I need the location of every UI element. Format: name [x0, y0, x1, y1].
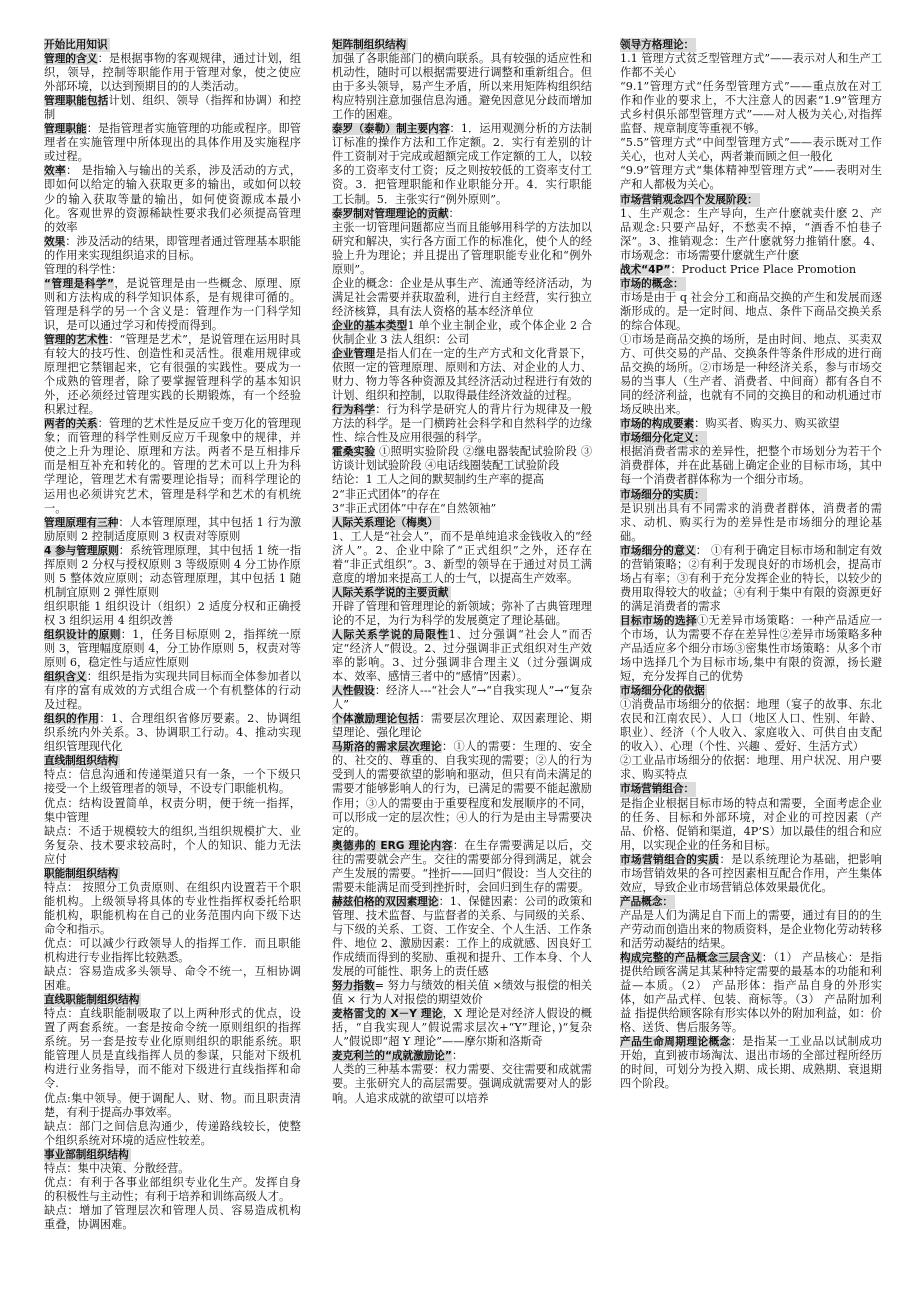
- term-label: 努力指数: [332, 980, 375, 993]
- term-label: 行为科学: [332, 404, 376, 417]
- paragraph: [44, 164, 301, 234]
- paragraph: [44, 235, 301, 263]
- term-label: 管理的含义: [44, 53, 98, 66]
- paragraph: [44, 1007, 301, 1091]
- paragraph-text: 1、生产观念：生产导向，生产什麽就卖什麽 2、产品观念:只要产品好，不愁卖不掉，“酒香不怕巷子深”。3、推销观念：生产什麽就努力推销什麽。4、市场观念：市场需要什麽就生产什麽: [620, 206, 882, 262]
- paragraph-text: 企业的概念：企业是从事生产、流通等经济活动，为满足社会需要并获取盈利，进行自主经营，实行独立经济核算，具有法人资格的基本经济单位: [332, 276, 592, 318]
- section-heading-text: 开始比用知识: [44, 39, 108, 51]
- section-heading: [44, 867, 301, 881]
- term-label: 人性假设: [332, 685, 375, 698]
- term-label: 奥德弗的 ERG 理论内容: [332, 839, 453, 852]
- paragraph: [44, 881, 301, 937]
- paragraph: [620, 853, 882, 895]
- column-middle: [332, 38, 592, 1106]
- paragraph: [620, 797, 882, 853]
- paragraph: [332, 1063, 592, 1105]
- paragraph-text: ：1、保健因素：公司的政策和管理、技术监督、与监督者的关系、与同级的关系、与下级的关系、工资、工作安全、个人生活、工作条件、地位 2、激励因素：工作上的成就感、因良好工作成绩而得到的奖励、重视和提升、工作本身、个人发展的可能性、职务上的责任感: [332, 894, 592, 979]
- paragraph: [332, 52, 592, 122]
- paragraph-text: ：①人的需要：生理的、安全的、社交的、尊重的、自我实现的需要；②人的行为受到人的需要欲望的影响和驱动，但只有尚未满足的需要才能够影响人的行为，已满足的需要不能起激励作用；③人的需要由于重要程度和发展顺序的不同，可以形成一定的层次性；④人的行为是由主导需要决定的。: [332, 740, 592, 838]
- paragraph-text: ：1，任务目标原则 2，指挥统一原则 3，管理幅度原则 4，分工协作原则 5，权责对等原则 6，稳定性与适应性原则: [44, 627, 302, 670]
- paragraph: [620, 333, 882, 417]
- column-right: [620, 38, 882, 1092]
- term-label: 组织的作用: [44, 713, 100, 726]
- paragraph-text: ：是根据事物的客观规律，通过计划，组织，领导，控制等职能作用于管理对象，使之使应外部环境，以达到预期目的的人类活动。: [44, 52, 301, 94]
- paragraph-text: ：是指某一工业品以试制成功开始，直到被市场淘汰、退出市场的全部过程所经历的时间，可划分为投入期、成长期、成熟期、衰退期四个阶段。: [620, 1035, 882, 1091]
- paragraph-text: 缺点：不适于规模较大的组织,当组织规模扩大、业务复杂、技术要求较高时，个人的知识、能力无法应付: [44, 824, 301, 866]
- paragraph: [332, 1049, 592, 1063]
- paragraph: [332, 502, 592, 516]
- paragraph: [620, 52, 882, 80]
- term-label: 企业的基本类型: [332, 319, 408, 332]
- paragraph: [620, 544, 882, 614]
- term-label: 泰罗制对管理理论的贡献: [332, 207, 449, 220]
- term-label: 两者的关系: [44, 418, 98, 431]
- term-label: 市场细分的意义: [620, 544, 696, 557]
- section-heading: [44, 993, 301, 1007]
- paragraph-text: 1、工人是“社会人”，而不是单纯追求金钱收入的“经济人”。2、企业中除了“正式组织”之外，还存在着“非正式组织”。3、新型的领导在于通过对员工满意度的增加来提高工人的士气，以提高生产效率。: [332, 529, 592, 585]
- paragraph: [332, 403, 592, 445]
- paragraph: [620, 754, 882, 782]
- paragraph-text: ：: [448, 206, 460, 220]
- term-label: 泰罗（泰勒）制主要内容: [332, 123, 450, 136]
- paragraph: [332, 839, 592, 895]
- paragraph-text: 缺点：部门之间信息沟通少，传递路线较长，使整个组织系统对环境的适应性较差。: [44, 1119, 301, 1147]
- paragraph-text: ，是说管理是由一些概念、原理、原则和方法构成的科学知识体系，是有规律可循的。管理是科学的另一个含义是：管理作为一门科学知识，是可以通过学习和传授而得到。: [44, 276, 301, 332]
- section-heading: [332, 516, 592, 530]
- paragraph-text: 特点：直线职能制吸取了以上两种形式的优点，设置了两套系统。一套是按命令统一原则组织的指挥系统。另一套是按专业化原则组织的职能系统。职能管理人员是直线指挥人员的参谋，只能对下级机构进行业务指导，而不能对下级进行直线指挥和命令.: [44, 1007, 301, 1091]
- section-heading: [332, 586, 592, 600]
- paragraph-text: ：Product Price Place Promotion: [670, 262, 857, 276]
- term-label: 战术“4P”: [620, 263, 671, 276]
- paragraph: [44, 628, 301, 670]
- paragraph-text: ： ①有利于确定目标市场和制定有效的营销策略；②有利于发现良好的市场机会，提高市场占有率；③有利于充分发挥企业的特长，以较少的费用取得较大的收益；④有利于集中有限的资源更好的满足消费者的需求: [620, 543, 882, 613]
- paragraph: [44, 333, 301, 417]
- paragraph-text: ：组织是指为实现共同目标而全体参加者以有序的富有成效的方式组合成一个有机整体的行动及过程。: [44, 670, 301, 712]
- paragraph-text: ，X 理论是对经济人假设的概括，“自我实现人”假说需求层次+“Y”理论，)“复杂人”假说即“超 Y 理论”——摩尔斯和洛斯奇: [332, 1007, 592, 1049]
- paragraph: [620, 263, 882, 277]
- paragraph-text: 缺点：容易造成多头领导、命令不统一，互相协调困难。: [44, 965, 301, 993]
- paragraph: [620, 417, 882, 431]
- paragraph: [332, 684, 592, 712]
- paragraph-text: 特点：集中决策、分散经营。: [44, 1161, 190, 1175]
- paragraph-text: 缺点：增加了管理层次和管理人员、容易造成机构重叠，协调困难。: [44, 1203, 301, 1231]
- term-label: 个体激励理论包括: [332, 713, 420, 726]
- section-heading-text: 市场细分的实质：: [620, 488, 705, 501]
- paragraph-text: ①消费品市场细分的依据：地理（宴子的故事、东北农民和江南农民）、人口（地区人口、性别、年龄、职业）、经济（个人收入、家庭收入、可供自由支配的收入）、心理（个性、兴趣 、爱好、生活方式）: [620, 698, 882, 754]
- paragraph-text: ：人本管理原理，其中包括 1 行为激励原则 2 控制适度原则 3 权责对等原则: [44, 515, 302, 543]
- term-label: 赫兹伯格的双因素理论: [332, 895, 439, 908]
- section-heading: [620, 895, 882, 909]
- term-label: 组织含义: [44, 671, 87, 684]
- paragraph-text: ：管理的艺术性是反应千变万化的管理现象；而管理的科学性则反应万千现象中的规律，并使之上升为理论、原理和方法。两者不是互相排斥而是相互补充和转化的。管理的艺术可以上升为科学理论，管理艺术有需要理论指导；而科学理论的运用也必须讲究艺术，管理是科学和艺术的有机统一。: [44, 417, 301, 515]
- paragraph-text: ：1．运用观测分析的方法制订标准的操作方法和工作定额。2．实行有差别的计件工资制对于完成或超额完成工作定额的工人，以较多的工资率支付工资；反之则按较低的工资率支付工资。3．把管理职能和作业职能分开。4．实行职能工长制。5．主张实行“例外原则”。: [332, 122, 593, 206]
- paragraph-text: ：是以系统理论为基础，把影响市场营销效果的各可控因素相互配合作用，产生集体效应，导致企业市场营销总体效果最优化。: [620, 852, 882, 894]
- term-label: 产品生命周期理论概念: [620, 1036, 731, 1049]
- paragraph: [332, 445, 592, 473]
- paragraph-text: 组织职能 1 组织设计（组织）2 适度分权和正确授权 3 组织运用 4 组织改善: [44, 599, 301, 627]
- section-heading: [620, 38, 882, 52]
- term-label: 市场的构成要素: [620, 418, 695, 431]
- paragraph-text: 1、过分强调“社会人”而否定“经济人”假设。2、过分强调非正式组织对生产效率的影响。3、过分强调非合理主义（过分强调成本、效率、感情三者中的“感情”因素）。: [332, 627, 593, 684]
- paragraph-text: ①无差异市场策略：一种产品适应一个市场，认为需要不存在差异性②差异市场策略多种产品适应多个细分市场③密集性市场策略：从多个市场中选择几个为目标市场,集中有限的资源，扬长避短，充分发挥自己的优势: [620, 613, 882, 684]
- paragraph-text: ：（1） 产品核心：是指提供给顾客满足其某种特定需要的最基本的功能和利益—本质。（2） 产品形体：指产品自身的外形实体，如产品式样、包装、商标等。（3） 产品附加利益 指提供给顾客除有形实体以外的附加利益，如：价格、送货、售后服务等。: [620, 951, 882, 1035]
- paragraph: [332, 1007, 592, 1049]
- section-heading: [620, 277, 882, 291]
- term-label: 构成完整的产品概念三层含义: [620, 952, 762, 965]
- paragraph: [620, 951, 882, 1035]
- paragraph: [44, 1092, 301, 1120]
- paragraph: [332, 488, 592, 502]
- paragraph-text: ：“管理是艺术”，是说管理在运用时具有较大的技巧性、创造性和灵活性。很难用规律或原理把它禁锢起来，它有很强的实践性。要成为一个成熟的管理者，除了要掌握管理科学的基本知识外，还必须经过管理实践的长期锻炼，有一个经验积累过程。: [44, 332, 301, 417]
- section-heading: [332, 38, 592, 52]
- paragraph: [620, 502, 882, 544]
- section-heading-text: 市场营销组合：: [620, 783, 695, 796]
- paragraph-text: ：在生存需要满足以后，交往的需要就会产生。交往的需要部分得到满足，就会产生发展的需要。“挫折——回归”假设：当人交往的需要未能满足而受到挫折时，会回归到生存的需要。: [332, 838, 592, 894]
- term-label: 4 参与管理原则: [44, 544, 119, 557]
- term-label: 霍桑实验: [332, 446, 376, 459]
- paragraph-text: ：1、合理组织省修厉要素。2、协调组织系统内外关系。3、协调职工行动。4、推动实现组织管理现代化: [44, 712, 301, 754]
- term-label: 组织设计的原则: [44, 628, 121, 641]
- paragraph: [620, 136, 882, 164]
- term-label: 人际关系学说的局限性: [332, 628, 449, 641]
- paragraph: [44, 52, 301, 94]
- paragraph-text: ：: [451, 1049, 464, 1063]
- section-heading-text: 产品概念：: [620, 895, 673, 908]
- paragraph: [332, 319, 592, 347]
- term-label: 企业管理: [332, 348, 376, 361]
- paragraph: [332, 122, 592, 206]
- paragraph: [332, 740, 592, 838]
- paragraph-text: 1 单个业主制企业，或个体企业 2 合伙制企业 3 法人组织：公司: [332, 318, 592, 346]
- paragraph: [332, 473, 592, 487]
- paragraph-text: 1.1 管理方式贫乏型管理方式”——表示对人和生产工作都不关心: [620, 52, 883, 80]
- paragraph: [332, 600, 592, 628]
- paragraph-text: 是指人们在一定的生产方式和文化背景下，依照一定的管理原理、原则和方法、对企业的人力、财力、物力等各种资源及其经济活动过程进行有效的计划、组织和控制，以取得最佳经济效益的过程。: [332, 347, 592, 403]
- term-label: 马斯洛的需求层次理论: [332, 741, 442, 754]
- paragraph: [620, 207, 882, 263]
- paragraph: [44, 544, 301, 600]
- paragraph-text: 开辟了管理和管理理论的新领域；弥补了古典管理理论的不足，为行为科学的发展奠定了理论基础。: [332, 599, 592, 627]
- paragraph: [44, 937, 301, 965]
- paragraph-text: 产品是人们为满足自下而上的需要，通过有目的的生产劳动而创造出来的物质资料，是企业物化劳动转移和活劳动凝结的结果。: [620, 908, 882, 950]
- paragraph-text: 优点：可以减少行政领导人的指挥工作．而且职能机构进行专业指挥比较熟悉。: [44, 937, 301, 965]
- paragraph-text: ：需要层次理论、双因素理论、期望理论、强化理论: [332, 712, 592, 740]
- term-label: 麦格雷戈的 X－Y 理论: [332, 1008, 443, 1021]
- paragraph-text: “5.5”管理方式“中间型管理方式”——表示既对工作关心，也对人关心，两者兼而顾之但一般化: [620, 136, 882, 164]
- paragraph-text: 管理的科学性：: [44, 262, 123, 276]
- section-heading: [620, 431, 882, 445]
- section-heading: [620, 488, 882, 502]
- paragraph-text: 特点：信息沟通和传递渠道只有一条，一个下级只接受一个上级管理者的领导，不设专门职能机构。: [44, 768, 301, 796]
- paragraph: [44, 516, 301, 544]
- paragraph-text: 特点： 按照分工负责原则、在组织内设置若干个职能机构。上级领导将具体的专业性指挥权委托给职能机构，职能机构在自己的业务范围内向下级下达命令和指示。: [44, 880, 301, 936]
- paragraph: [620, 80, 882, 136]
- section-heading-text: 市场的概念：: [620, 277, 684, 290]
- paragraph-text: “9.9”管理方式“集体精神型管理方式”——表明对生产和人都极为关心。: [620, 164, 882, 192]
- paragraph: [620, 445, 882, 487]
- section-heading: [620, 193, 882, 207]
- paragraph: [44, 1162, 301, 1176]
- paragraph-text: 根据消费者需求的差异性，把整个市场划分为若干个消费群体，并在此基础上确定企业的目标市场，其中每一个消费者群体称为一个细分市场。: [620, 445, 882, 487]
- term-label: 目标市场的选择: [620, 614, 697, 627]
- paragraph: [332, 530, 592, 586]
- section-heading-text: 领导方格理论：: [620, 39, 695, 51]
- paragraph: [620, 909, 882, 951]
- paragraph-text: “9.1”管理方式“任务型管理方式”——重点放在对工作和作业的要求上，不大注意人的因素“1.9”管理方式乡村俱乐部型管理方式”——对人极为关心,对指挥监督、规章制度等重视不够。: [620, 80, 882, 136]
- paragraph: [44, 670, 301, 712]
- section-heading-text: 矩阵制组织结构: [332, 39, 407, 51]
- section-heading-text: 职能制组织结构: [44, 867, 119, 880]
- paragraph: [44, 94, 301, 122]
- section-heading-text: 事业部制组织结构: [44, 1148, 129, 1161]
- section-heading: [620, 782, 882, 796]
- paragraph-text: ①照明实验阶段 ②继电器装配试验阶段 ③ 访谈计划试验阶段 ④电话线圈装配工试验阶段: [332, 445, 593, 473]
- paragraph-text: ①市场是商品交换的场所，是由时间、地点、买卖双方、可供交易的产品、交换条件等条件形成的进行商品交换的场所。②市场是一种经济关系，参与市场交易的当事人（生产者、消费者、中间商）都有各自不同的经济利益，也就有不同的交换目的和动机通过市场反映出来。: [620, 332, 882, 417]
- term-label: 效率: [44, 165, 66, 178]
- paragraph: [44, 277, 301, 333]
- paragraph: [44, 1176, 301, 1204]
- paragraph: [44, 1204, 301, 1232]
- paragraph-text: 人类的三种基本需要：权力需要、交往需要和成就需要。主张研究人的高层需要。强调成就需要对人的影响。人追求成就的欲望可以培养: [332, 1063, 592, 1105]
- section-heading: [44, 754, 301, 768]
- paragraph: [620, 164, 882, 192]
- section-heading: [44, 38, 301, 52]
- paragraph-text: 优点：结构设置简单，权责分明，便于统一指挥，集中管理: [44, 796, 301, 824]
- term-label: 管理职能: [44, 123, 87, 136]
- paragraph: [620, 1035, 882, 1091]
- paragraph: [44, 797, 301, 825]
- paragraph-text: 3“非正式团体”中存在“自然领袖”: [332, 501, 497, 515]
- term-label: 效果: [44, 235, 66, 248]
- paragraph-text: 结论：1 工人之间的默契制约生产率的提高: [332, 473, 545, 487]
- section-heading-text: 人际关系理论（梅奥）: [332, 516, 438, 529]
- paragraph: [620, 291, 882, 333]
- paragraph: [44, 417, 301, 515]
- paragraph-text: 是指企业根据目标市场的特点和需要，全面考虑企业的任务、目标和外部环境，对企业的可控因素（产品、价格、促销和渠道，4P’S）加以最佳的组合和应用，以实现企业的任务和目标。: [620, 796, 882, 852]
- section-heading-text: 市场营销观念四个发展阶段：: [620, 193, 758, 206]
- paragraph-text: 2“非正式团体”的存在: [332, 487, 441, 501]
- paragraph-text: ：经济人---“社会人”→“自我实现人”→“复杂人”: [332, 684, 593, 712]
- paragraph: [44, 712, 301, 754]
- paragraph-text: ：系统管理原理，其中包括 1 统一指挥原则 2 分权与授权原则 3 等级原则 4 分工协作原则 5 整体效应原则；动态管理原理，其中包括 1 随机制宜原则 2 弹性原则: [44, 543, 302, 599]
- paragraph-text: 主张一切管理问题都应当而且能够用科学的方法加以研究和解决，实行各方面工作的标准化，使个人的经验上升为理论；并且提出了管理职能专业化和“例外原则”。: [332, 220, 592, 276]
- paragraph: [44, 768, 301, 796]
- term-label: 市场营销组合的实质: [620, 853, 720, 866]
- paragraph: [332, 979, 592, 1007]
- term-label: 管理原理有三种: [44, 516, 119, 529]
- paragraph: [44, 825, 301, 867]
- paragraph-text: ②工业品市场细分的依据：地理、用户状况、用户要求、购买特点: [620, 754, 882, 782]
- paragraph-text: 计划、组织、领导（指挥和协调）和控制: [44, 94, 301, 122]
- paragraph: [332, 277, 592, 319]
- paragraph-text: 市场是由于 q 社会分工和商品交换的产生和发展而逐渐形成的。是一定时间、地点、条件下商品交换关系的综合体现。: [620, 290, 882, 332]
- column-left: [44, 38, 301, 1232]
- paragraph: [44, 122, 301, 164]
- section-heading: [620, 684, 882, 698]
- paragraph: [620, 698, 882, 754]
- section-heading-text: 市场细分化的依据: [620, 685, 705, 698]
- paragraph-text: ：是指管理者实施管理的功能或程序。即管理者在实施管理中所体现出的具体作用及实施程序或过程。: [44, 122, 301, 164]
- paragraph-text: ：行为科学是研究人的背片行为规律及一般方法的科学。是一门横跨社会科学和自然科学的边缘性、综合性及应用很强的科学。: [332, 403, 592, 445]
- paragraph-text: ：购买者、购买力、购买欲望: [694, 417, 840, 431]
- paragraph: [332, 221, 592, 277]
- section-heading-text: 直线职能制组织结构: [44, 994, 140, 1007]
- term-label: 管理的艺术性: [44, 333, 109, 346]
- paragraph: [332, 895, 592, 979]
- term-label: 管理职能包括: [44, 95, 109, 108]
- paragraph: [44, 1120, 301, 1148]
- paragraph: [332, 207, 592, 221]
- paragraph-text: 优点:集中领导。便于调配人、财、物。而且职责清楚，有利于提高办事效率。: [44, 1091, 301, 1119]
- term-label: 麦克利兰的“成就激励论”: [332, 1050, 452, 1063]
- term-label: “管理是科学”: [44, 277, 114, 290]
- paragraph-text: ：涉及活动的结果，即管理者通过管理基本职能的作用来实现组织追求的目标。: [44, 234, 301, 262]
- paragraph-text: = 努力与绩效的相关值 ×绩效与报偿的相关值 × 行为人对报偿的期望效价: [332, 979, 592, 1007]
- paragraph: [44, 263, 301, 277]
- paragraph: [332, 628, 592, 684]
- paragraph: [332, 712, 592, 740]
- paragraph-text: 是识别出具有不同需求的消费者群体，消费者的需求、动机、购买行为的差异性是市场细分的理论基础。: [620, 501, 882, 543]
- section-heading-text: 人际关系学说的主要贡献: [332, 586, 449, 599]
- section-heading: [44, 1148, 301, 1162]
- paragraph: [44, 600, 301, 628]
- paragraph-text: 加强了各职能部门的横向联系。具有较强的适应性和机动性，随时可以根据需要进行调整和重新组合。但由于多头领导，易产生矛盾，所以来用矩阵构组织结构应特别注意加强信息沟通。避免因意见分歧而增加工作的困难。: [332, 52, 592, 122]
- paragraph: [620, 614, 882, 684]
- paragraph: [44, 965, 301, 993]
- section-heading-text: 直线制组织结构: [44, 755, 119, 768]
- paragraph-text: ： 是指输入与输出的关系，涉及活动的方式，即如何以给定的输入获取更多的输出，或如何以较少的输入获取等量的输出，如何使资源成本最小化。客观世界的资源稀缺性要求我们必须提高管理的效率: [44, 164, 302, 234]
- paragraph: [332, 347, 592, 403]
- section-heading-text: 市场细分化定义：: [620, 432, 705, 445]
- paragraph-text: 优点：有利于各事业部组织专业化生产。发挥自身的积极性与主动性；有利于培养和训练高级人才。: [44, 1175, 301, 1203]
